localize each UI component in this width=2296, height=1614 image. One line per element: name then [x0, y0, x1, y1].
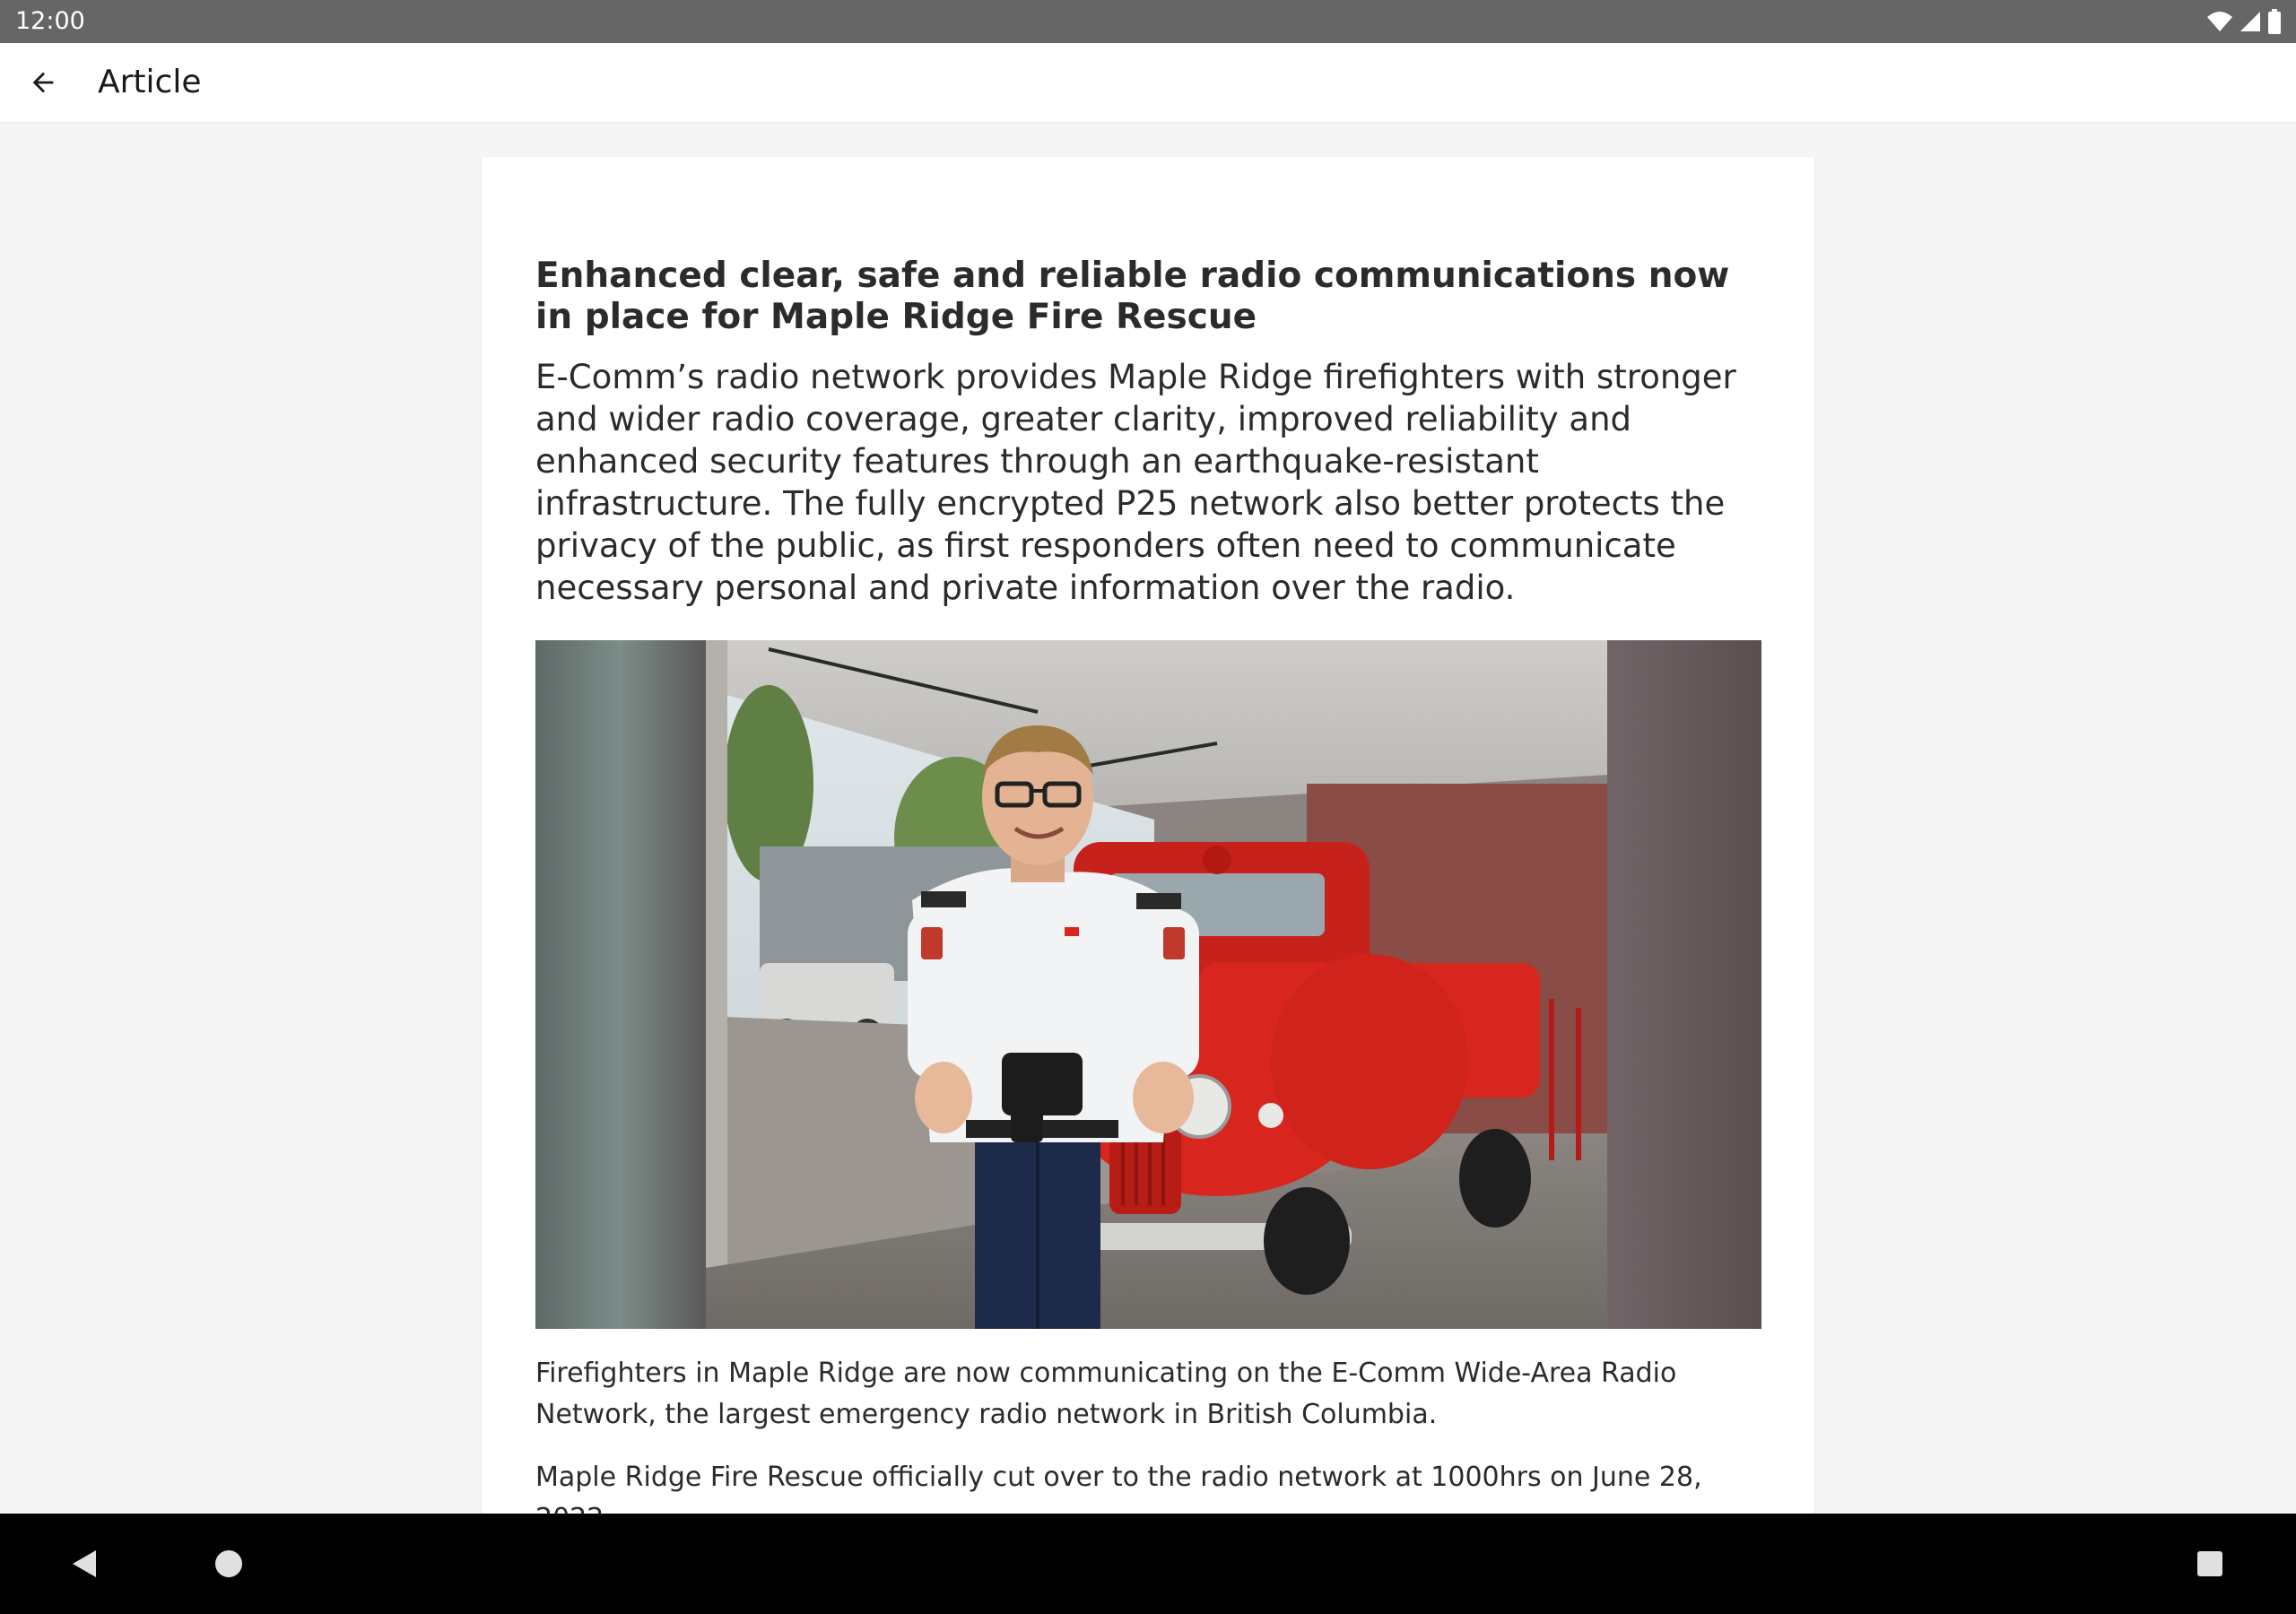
- status-time: 12:00: [15, 7, 85, 35]
- status-bar: [0, 0, 2296, 43]
- article-photo: [535, 640, 1761, 1329]
- nav-home-button[interactable]: [204, 1539, 254, 1589]
- wifi-icon: [2206, 10, 2233, 33]
- page-title: Article: [98, 64, 202, 100]
- app-bar: [0, 43, 2296, 123]
- nav-back-button[interactable]: [59, 1539, 109, 1589]
- photo-firefighter-with-fire-truck: [535, 640, 1761, 1329]
- system-nav-bar: [0, 1514, 2296, 1614]
- home-circle-icon: [214, 1549, 243, 1578]
- recents-square-icon: [2196, 1550, 2223, 1577]
- article-lead: E-Comm’s radio network provides Maple Ridge firefighters with stronger and wider radio coverage, greater clarity, improved reliability and enhanced security features through an earthquake-resistant infrastructure. The fully encrypted P25 network also better protects the privacy of the public, as first responders often need to communicate necessary personal and private information over the radio.: [535, 358, 1736, 607]
- back-triangle-icon: [71, 1549, 98, 1579]
- article-paragraph: Maple Ridge Fire Rescue officially cut over to the radio network at 1000hrs on June 28,: [535, 1462, 1702, 1493]
- nav-recents-button[interactable]: [2185, 1539, 2235, 1589]
- back-button[interactable]: [16, 56, 70, 109]
- arrow-left-icon: [28, 67, 58, 98]
- article-paragraph: Firefighters in Maple Ridge are now communicating on the E-Comm Wide-Area Radio Network, the largest emergency radio network in British Columbia.: [535, 1358, 1677, 1430]
- article-title: Enhanced clear, safe and reliable radio communications now in place for Maple Ridge Fire Rescue: [535, 256, 1730, 337]
- article-card: [482, 157, 1814, 1592]
- status-icons: [2206, 9, 2282, 34]
- battery-icon: [2267, 9, 2282, 34]
- article-scroll-area[interactable]: [0, 123, 2296, 1514]
- cell-signal-icon: [2239, 10, 2262, 33]
